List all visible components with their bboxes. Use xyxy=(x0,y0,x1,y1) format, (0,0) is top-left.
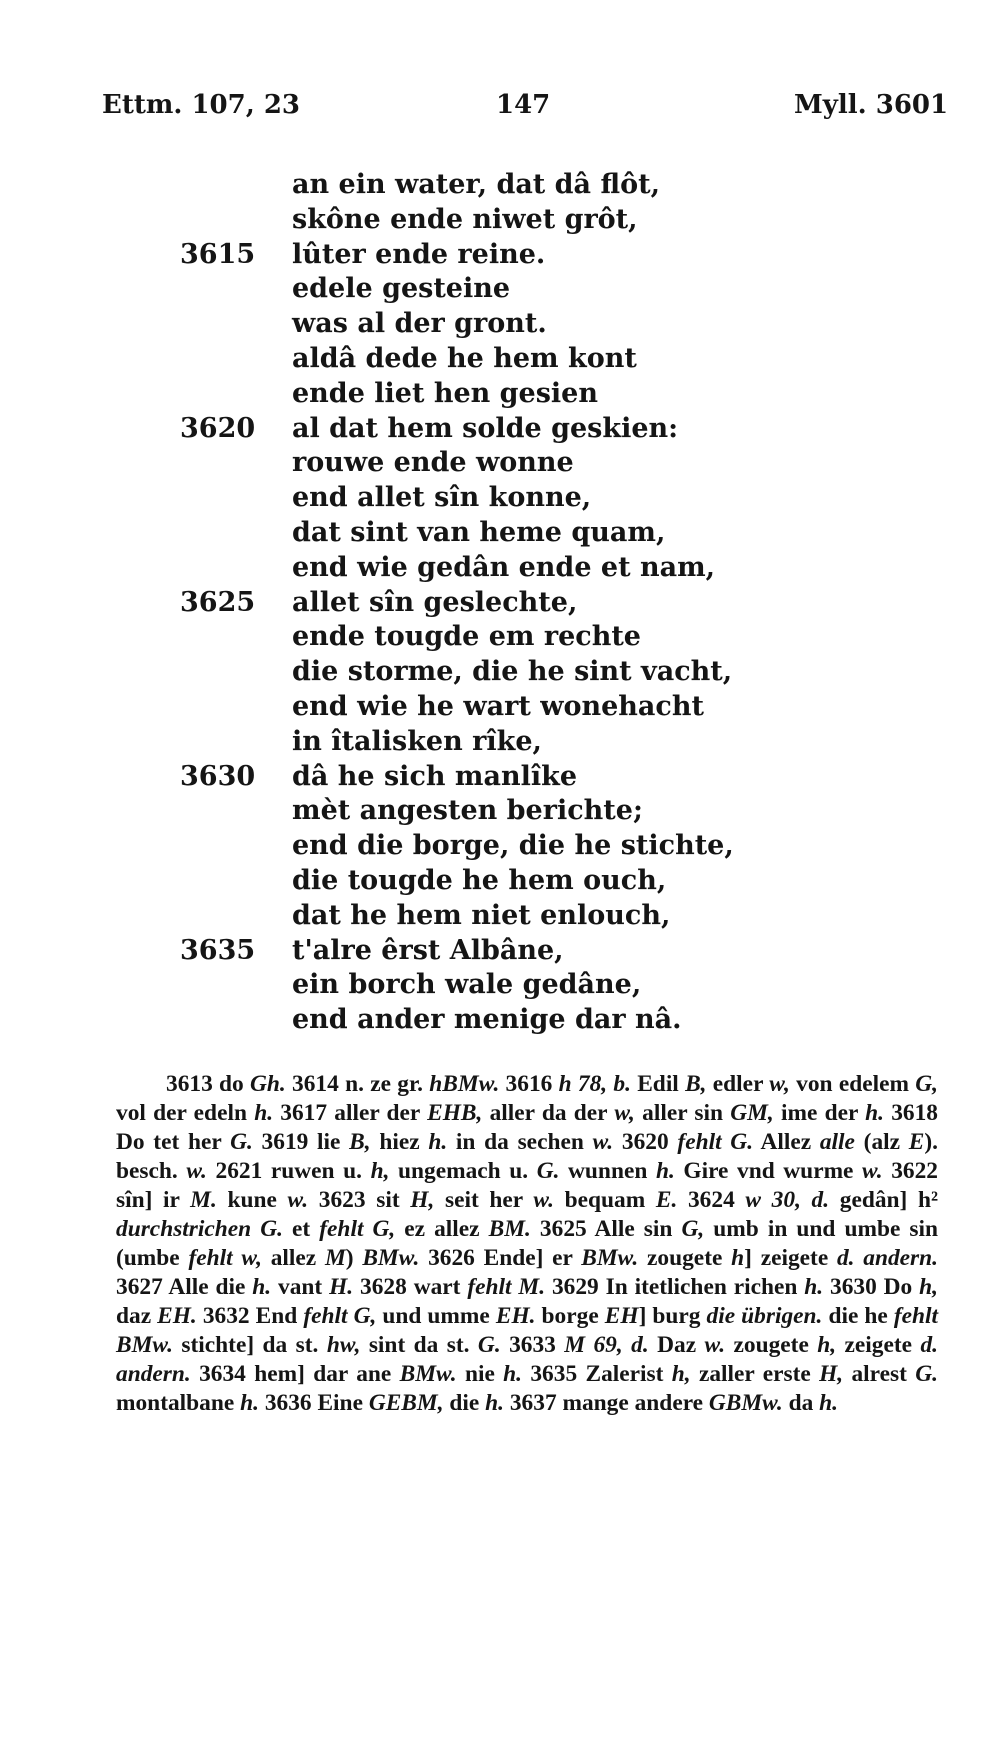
note-siglum: w. xyxy=(533,1187,554,1213)
critical-apparatus xyxy=(116,1070,938,1418)
note-text: 3630 Do xyxy=(823,1274,920,1300)
note-text: gedân] h² xyxy=(829,1187,939,1213)
verse-line xyxy=(180,794,740,829)
verse-line xyxy=(180,516,740,551)
note-text: borge xyxy=(535,1303,605,1329)
note-text: nie xyxy=(456,1361,504,1387)
note-text: aller sin xyxy=(634,1100,731,1126)
note-siglum: E xyxy=(908,1129,925,1155)
verse-number: 3625 xyxy=(180,586,256,618)
note-text: Edil xyxy=(630,1071,686,1097)
verse-text: ende liet hen gesien xyxy=(292,377,598,409)
verse-text: dat he hem niet enlouch, xyxy=(292,899,671,931)
note-siglum: H. xyxy=(329,1274,354,1300)
note-siglum: H, xyxy=(410,1187,435,1213)
verse-line xyxy=(180,446,740,481)
verse-text: edele gesteine xyxy=(292,273,511,305)
note-siglum: EHB, xyxy=(427,1100,483,1126)
note-siglum: d. andern. xyxy=(836,1245,939,1271)
note-siglum: h xyxy=(731,1245,745,1271)
note-text: da xyxy=(782,1390,820,1416)
note-text: 3613 do xyxy=(166,1071,251,1097)
note-siglum: G. xyxy=(536,1158,560,1184)
verse-text: ein borch wale gedâne, xyxy=(292,969,642,1001)
note-siglum: fehlt M. xyxy=(467,1274,546,1300)
note-siglum: h. xyxy=(240,1390,259,1416)
verse-line xyxy=(180,1003,740,1038)
note-siglum: h, xyxy=(919,1274,938,1300)
note-text: 3619 lie xyxy=(252,1129,350,1155)
note-siglum: h. xyxy=(252,1274,272,1300)
note-siglum: BMw. xyxy=(362,1245,420,1271)
note-text: Gire vnd wurme xyxy=(674,1158,863,1184)
verse-line xyxy=(180,412,740,447)
note-siglum: E. xyxy=(655,1187,678,1213)
note-siglum: EH. xyxy=(495,1303,536,1329)
note-text: daz xyxy=(116,1303,158,1329)
note-siglum: w. xyxy=(704,1332,726,1358)
note-text: allez xyxy=(261,1245,325,1271)
note-text: ungemach u. xyxy=(389,1158,537,1184)
note-siglum: h. xyxy=(428,1129,448,1155)
note-text: 3622 sîn] ir xyxy=(116,1158,938,1213)
note-siglum: h, xyxy=(817,1332,837,1358)
note-siglum: d. andern. xyxy=(116,1332,938,1387)
verse-text: end ander menige dar nâ. xyxy=(292,1004,682,1036)
verse-text: allet sîn geslechte, xyxy=(292,586,578,618)
verse-number: 3620 xyxy=(180,412,256,444)
note-siglum: B, xyxy=(685,1071,707,1097)
verse-line xyxy=(180,342,740,377)
note-siglum: w, xyxy=(614,1100,635,1126)
note-siglum: h, xyxy=(671,1361,691,1387)
verse-line xyxy=(180,655,740,690)
note-text: Daz xyxy=(648,1332,705,1358)
note-text: zeigete xyxy=(836,1332,921,1358)
verse-line xyxy=(180,272,740,307)
note-text: 3618 Do tet her xyxy=(116,1100,939,1155)
note-siglum: h. xyxy=(503,1361,523,1387)
note-text: bequam xyxy=(553,1187,656,1213)
note-text: ] zeigete xyxy=(744,1245,837,1271)
note-siglum: alle xyxy=(819,1129,855,1155)
note-siglum: BM. xyxy=(488,1216,531,1242)
note-siglum: EH. xyxy=(157,1303,197,1329)
verse-line xyxy=(180,725,740,760)
note-siglum: h, xyxy=(370,1158,390,1184)
verse-line xyxy=(180,760,740,795)
note-text: vant xyxy=(271,1274,330,1300)
verse-line xyxy=(180,620,740,655)
note-siglum: w. xyxy=(287,1187,309,1213)
verse-text: an ein water, dat dâ flôt, xyxy=(292,169,660,200)
verse-text: die tougde he hem ouch, xyxy=(292,864,667,896)
note-siglum: hBMw. xyxy=(429,1071,500,1097)
note-text: 3636 Eine xyxy=(258,1390,369,1416)
note-text: die xyxy=(443,1390,486,1416)
note-siglum: EH xyxy=(604,1303,639,1329)
note-siglum: fehlt G, xyxy=(303,1303,377,1329)
verse-line xyxy=(180,690,740,725)
verse-text: ende tougde em rechte xyxy=(292,621,641,653)
note-text: 3614 n. ze gr. xyxy=(285,1071,430,1097)
verse-text: end wie he wart wonehacht xyxy=(292,690,704,722)
note-text: 3616 xyxy=(499,1071,559,1097)
verse-text: rouwe ende wonne xyxy=(292,447,574,479)
note-text: stichte] da st. xyxy=(172,1332,327,1358)
note-text: hiez xyxy=(370,1129,429,1155)
verse-line xyxy=(180,899,740,934)
verse-line xyxy=(180,864,740,899)
verse-text: aldâ dede he hem kont xyxy=(292,342,637,374)
header-left-reference: Ettm. 107, 23 xyxy=(102,90,301,120)
note-text: 3627 Alle die xyxy=(116,1274,253,1300)
note-siglum: hw, xyxy=(326,1332,361,1358)
note-siglum: B, xyxy=(349,1129,371,1155)
note-siglum: h 78, b. xyxy=(558,1071,631,1097)
verse-text: skône ende niwet grôt, xyxy=(292,203,638,235)
verse-text: lûter ende reine. xyxy=(292,238,546,270)
header-right-reference: Myll. 3601 xyxy=(794,90,949,120)
note-text: zougete xyxy=(725,1332,818,1358)
note-text: montalbane xyxy=(116,1390,241,1416)
note-siglum: M xyxy=(324,1245,346,1271)
note-siglum: w 30, d. xyxy=(745,1187,830,1213)
note-text: 3629 In itetlichen richen xyxy=(545,1274,805,1300)
note-siglum: GBMw. xyxy=(708,1390,783,1416)
note-text: Allez xyxy=(753,1129,820,1155)
note-siglum: G. xyxy=(915,1361,939,1387)
verse-line xyxy=(180,203,740,238)
note-siglum: BMw. xyxy=(581,1245,639,1271)
note-text: 3623 sit xyxy=(308,1187,411,1213)
note-siglum: h. xyxy=(254,1100,274,1126)
note-text: 3624 xyxy=(677,1187,746,1213)
note-text: ] burg xyxy=(638,1303,707,1329)
verse-number: 3630 xyxy=(180,760,256,792)
note-text: 3634 hem] dar ane xyxy=(190,1361,400,1387)
verse-line xyxy=(180,551,740,586)
note-text: et xyxy=(282,1216,320,1242)
verse-line xyxy=(180,481,740,516)
verse-line xyxy=(180,934,740,969)
note-siglum: GM, xyxy=(730,1100,774,1126)
note-text: die he xyxy=(822,1303,894,1329)
note-text: seit her xyxy=(434,1187,534,1213)
verse-line xyxy=(180,377,740,412)
note-siglum: w. xyxy=(592,1129,614,1155)
note-siglum: fehlt G, xyxy=(319,1216,396,1242)
verse-text: end allet sîn konne, xyxy=(292,482,592,514)
verse-line xyxy=(180,168,740,203)
note-siglum: h. xyxy=(485,1390,505,1416)
note-siglum: h. xyxy=(819,1390,839,1416)
note-siglum: h. xyxy=(804,1274,824,1300)
note-text: 3626 Ende] er xyxy=(419,1245,582,1271)
note-siglum: h. xyxy=(865,1100,884,1126)
note-siglum: fehlt G. xyxy=(677,1129,754,1155)
verse-text: was al der gront. xyxy=(292,308,547,340)
note-siglum: h. xyxy=(655,1158,675,1184)
note-text: 3633 xyxy=(500,1332,565,1358)
verse-text: end die borge, die he stichte, xyxy=(292,830,734,862)
note-text: ime der xyxy=(773,1100,866,1126)
verse-number: 3635 xyxy=(180,934,256,966)
note-siglum: Gh. xyxy=(250,1071,286,1097)
note-text: 3632 End xyxy=(196,1303,304,1329)
note-text: ez allez xyxy=(395,1216,489,1242)
verse-text: die storme, die he sint vacht, xyxy=(292,656,733,688)
page-number: 147 xyxy=(496,90,551,120)
note-text: sint da st. xyxy=(360,1332,478,1358)
verse-text: dat sint van heme quam, xyxy=(292,516,666,548)
verse-line xyxy=(180,968,740,1003)
verse-text: t'alre êrst Albâne, xyxy=(292,934,564,966)
note-siglum: die übrigen. xyxy=(706,1303,823,1329)
verse-line xyxy=(180,586,740,621)
note-siglum: M 69, d. xyxy=(564,1332,649,1358)
note-text: 3637 mange andere xyxy=(504,1390,709,1416)
note-text: vol der edeln xyxy=(116,1100,255,1126)
note-text: 3617 aller der xyxy=(273,1100,428,1126)
note-text: wunnen xyxy=(559,1158,656,1184)
note-text: von edelem xyxy=(789,1071,916,1097)
note-text: edler xyxy=(706,1071,770,1097)
note-siglum: M. xyxy=(190,1187,217,1213)
verse-line xyxy=(180,238,740,273)
note-siglum: w. xyxy=(862,1158,883,1184)
note-text: ) xyxy=(345,1245,363,1271)
note-text: und umme xyxy=(376,1303,496,1329)
note-siglum: w, xyxy=(769,1071,790,1097)
note-text: 3620 xyxy=(613,1129,678,1155)
note-text: 3635 Zalerist xyxy=(522,1361,672,1387)
note-text: ). besch. xyxy=(116,1129,938,1184)
note-siglum: fehlt BMw. xyxy=(116,1303,939,1358)
verse-line xyxy=(180,829,740,864)
verse-text: in îtalisken rîke, xyxy=(292,725,542,757)
note-siglum: H, xyxy=(819,1361,844,1387)
note-text: umb in und umbe sin (umbe xyxy=(116,1216,939,1271)
note-siglum: G. xyxy=(230,1129,253,1155)
note-siglum: w. xyxy=(186,1158,207,1184)
note-siglum: G, xyxy=(915,1071,938,1097)
verse-number: 3615 xyxy=(180,238,256,270)
verse-text: dâ he sich manlîke xyxy=(292,760,578,792)
poem-text xyxy=(180,168,740,1038)
note-text: kune xyxy=(216,1187,288,1213)
note-text: zougete xyxy=(638,1245,732,1271)
note-text: alrest xyxy=(843,1361,916,1387)
note-text: aller da der xyxy=(482,1100,615,1126)
note-siglum: G, xyxy=(681,1216,705,1242)
note-siglum: G. xyxy=(477,1332,501,1358)
verse-line xyxy=(180,307,740,342)
verse-text: end wie gedân ende et nam, xyxy=(292,551,716,583)
note-text: in da sechen xyxy=(447,1129,593,1155)
note-text: zaller erste xyxy=(690,1361,820,1387)
note-text: 3628 wart xyxy=(353,1274,468,1300)
verse-text: mèt angesten berichte; xyxy=(292,795,643,827)
note-siglum: fehlt w, xyxy=(188,1245,262,1271)
note-siglum: GEBM, xyxy=(368,1390,444,1416)
note-text: 2621 ruwen u. xyxy=(206,1158,371,1184)
note-text: (alz xyxy=(854,1129,909,1155)
note-siglum: durchstrichen G. xyxy=(116,1216,283,1242)
note-siglum: BMw. xyxy=(399,1361,457,1387)
note-text: 3625 Alle sin xyxy=(530,1216,682,1242)
verse-text: al dat hem solde geskien: xyxy=(292,412,679,444)
